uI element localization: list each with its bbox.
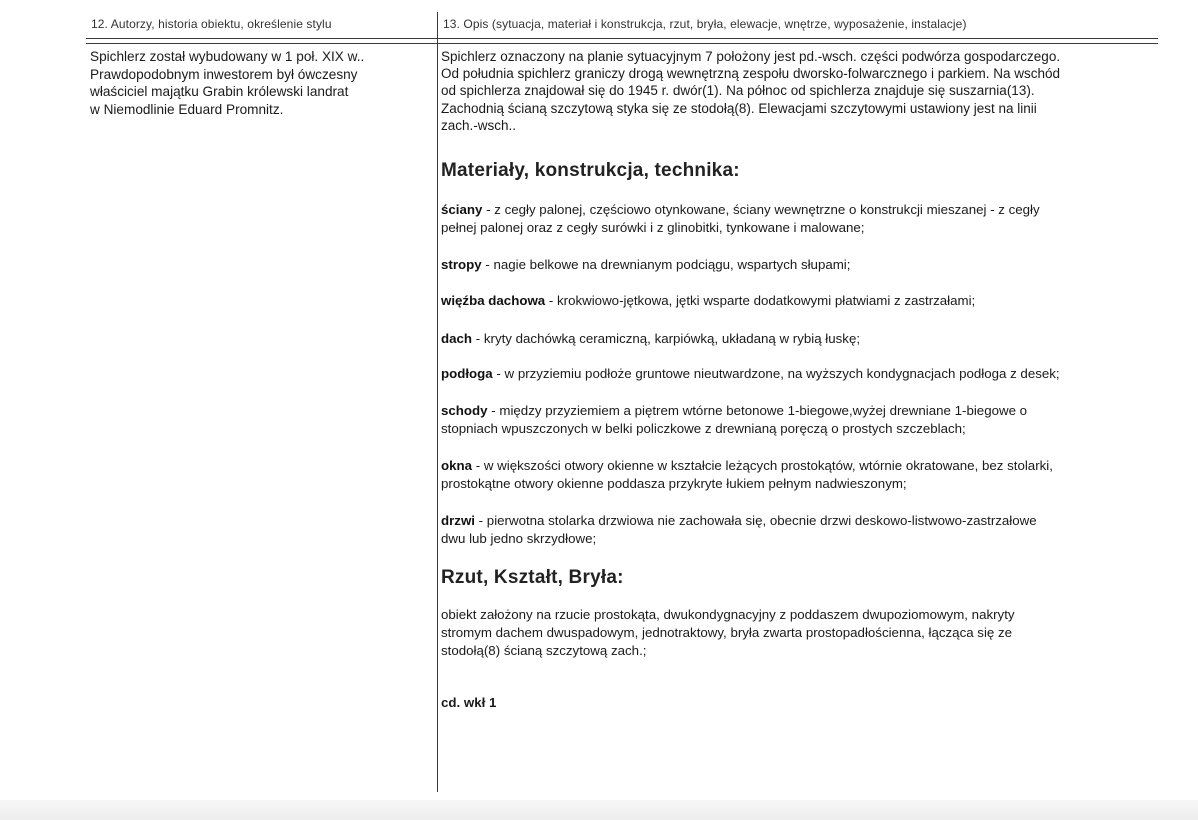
shape-section-title: Rzut, Kształt, Bryła: [441, 567, 624, 588]
intro-line: Spichlerz oznaczony na planie sytuacyjnym 7 położony jest pd.-wsch. części podwórza gospodarczego. [441, 49, 1061, 64]
materials-item-roof-truss [441, 292, 1157, 310]
item-text: - krokwiowo-jętkowa, jętki wsparte dodatkowymi płatwiami z zastrzałami; [545, 293, 976, 308]
item-term: dach [441, 331, 473, 346]
history-line: właściciel majątku Grabin królewski landrat [90, 84, 349, 99]
shape-line: stromym dachem dwuspadowym, jednotraktowy, bryła zwarta prostopadłościenna, łącząca się ze [441, 625, 1013, 641]
item-text: - kryty dachówką ceramiczną, karpiówką, układaną w rybią łuskę; [472, 331, 861, 346]
history-line: Prawdopodobnym inwestorem był ówczesny [90, 66, 358, 82]
location-description [441, 48, 1161, 134]
history-column-header: 12. Autorzy, historia obiektu, określenie stylu [91, 17, 332, 31]
item-term: podłoga [441, 366, 493, 381]
item-text: - z cegły palonej, częściowo otynkowane, ściany wewnętrzne o konstrukcji mieszanej - z cegły [482, 202, 1040, 217]
materials-section-title: Materiały, konstrukcja, technika: [441, 160, 740, 181]
item-term: ściany [441, 202, 483, 217]
item-text-continued: stopniach wpuszczonych w belki policzkowe z drewnianą poręczą o prostych szczeblach; [441, 421, 966, 437]
item-text-continued: pełnej palonej oraz z cegły surówki i z glinobitki, tynkowane i malowane; [441, 220, 865, 236]
item-text: - między przyziemiem a piętrem wtórne betonowe 1-biegowe,wyżej drewniane 1-biegowe o [487, 403, 1028, 418]
item-text: - pierwotna stolarka drzwiowa nie zachowała się, obecnie drzwi deskowo-listwowo-zastrzałowe [474, 513, 1037, 528]
item-term: schody [441, 403, 488, 418]
materials-item-stairs [441, 402, 1157, 438]
intro-line: od spichlerza znajdował się do 1945 r. dwór(1). Na północ od spichlerza znajduje się suszarnia(13). [441, 83, 1035, 99]
history-text [90, 48, 420, 118]
intro-line: Od południa spichlerz graniczy drogą wewnętrzną zespołu dworsko-folwarcznego i parkiem. Na wschód [441, 66, 1061, 82]
intro-line: zach.-wsch.. [441, 117, 517, 133]
history-line: w Niemodlinie Eduard Promnitz. [90, 101, 284, 117]
intro-line: Zachodnią ścianą szczytową styka się ze stodołą(8). Elewacjami szczytowymi ustawiony jest na linii [441, 100, 1037, 116]
header-rule-top [86, 38, 1158, 39]
item-text-continued: prostokątne otwory okienne poddasza przykryte łukiem pełnym nadwieszonym; [441, 476, 907, 492]
description-column-header: 13. Opis (sytuacja, materiał i konstrukcja, rzut, bryła, elewacje, wnętrze, wyposażenie, instalacje) [443, 17, 967, 31]
item-term: więźba dachowa [441, 293, 546, 308]
materials-item-walls [441, 201, 1157, 237]
item-text: - nagie belkowe na drewnianym podciągu, wspartych słupami; [481, 257, 851, 272]
materials-item-roof [441, 330, 1157, 348]
item-text: - w przyziemiu podłoże gruntowe nieutwardzone, na wyższych kondygnacjach podłoga z desek; [492, 366, 1060, 381]
materials-item-ceilings [441, 256, 1157, 274]
column-divider [437, 12, 438, 792]
item-text: - w większości otwory okienne w kształcie leżących prostokątów, wtórnie okratowane, bez stolarki, [472, 458, 1053, 473]
continued-note: cd. wkł 1 [441, 695, 497, 710]
history-line: Spichlerz został wybudowany w 1 poł. XIX w.. [90, 49, 365, 64]
shape-line: stodołą(8) ścianą szczytową zach.; [441, 643, 647, 659]
scan-edge-shadow [0, 800, 1198, 820]
header-rule-bottom [86, 43, 1158, 44]
shape-line: obiekt założony na rzucie prostokąta, dwukondygnacyjny z poddaszem dwupoziomowym, nakryty [441, 607, 1015, 622]
shape-description [441, 606, 1157, 661]
item-term: okna [441, 458, 473, 473]
materials-item-doors [441, 512, 1157, 548]
materials-item-windows [441, 457, 1157, 493]
item-term: drzwi [441, 513, 475, 528]
item-term: stropy [441, 257, 482, 272]
item-text-continued: dwu lub jedno skrzydłowe; [441, 531, 597, 547]
materials-item-floor [441, 365, 1157, 383]
